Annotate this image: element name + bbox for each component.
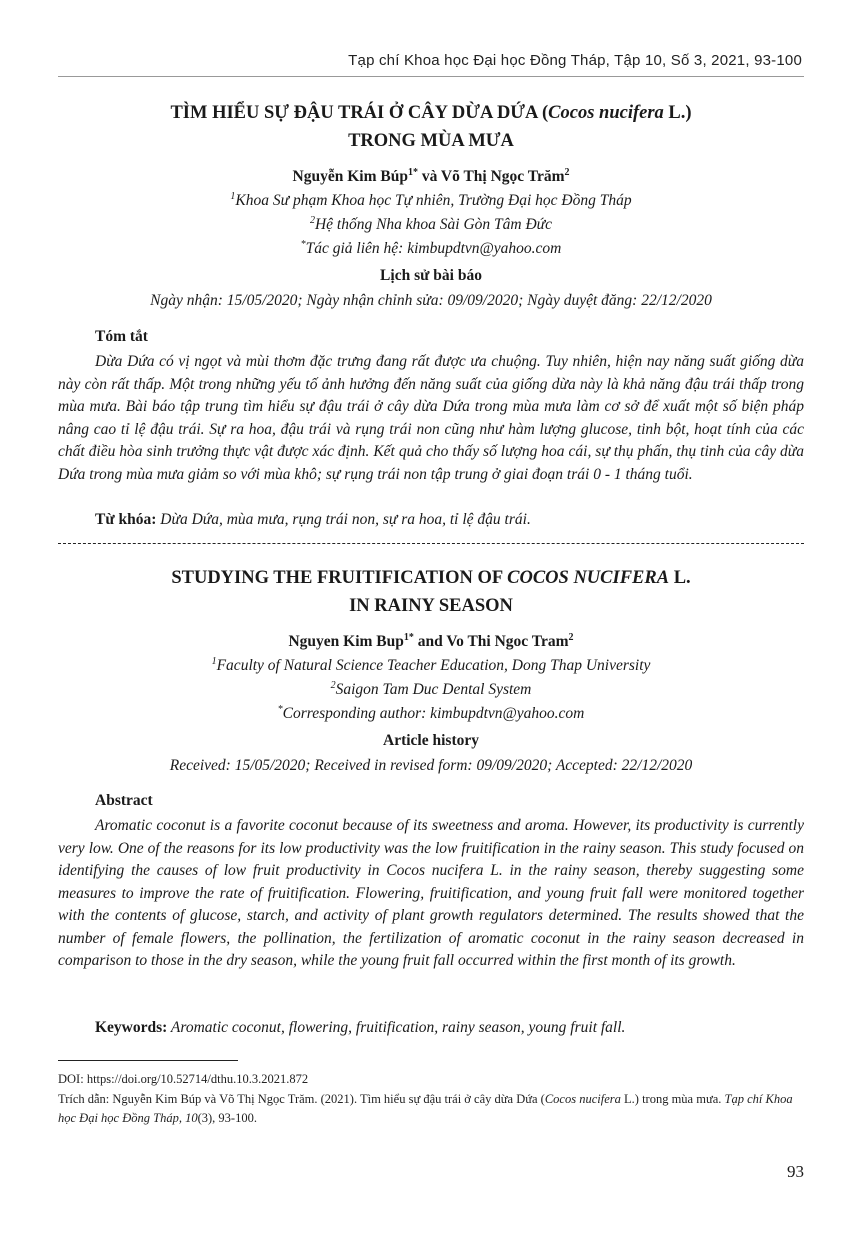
- vi-title-line2: TRONG MÙA MƯA: [348, 131, 514, 151]
- en-authors: Nguyen Kim Bup$^{1*}$ and Vo Thi Ngoc Tram$^2$: [288, 631, 574, 650]
- en-history-dates: Received: 15/05/2020; Received in revised form: 09/09/2020; Accepted: 22/12/2020: [169, 757, 693, 774]
- page-number: 93: [787, 1162, 804, 1181]
- en-abstract-heading: Abstract: [95, 792, 153, 809]
- journal-header: Tạp chí Khoa học Đại học Đồng Tháp, Tập 10, Số 3, 2021, 93-100: [348, 52, 802, 69]
- vi-keywords: Từ khóa: Dừa Dứa, mùa mưa, rụng trái non, sự ra hoa, tỉ lệ đậu trái.: [95, 511, 531, 528]
- vi-abstract-heading: Tóm tắt: [95, 328, 148, 345]
- vi-history-heading: Lịch sử bài báo: [380, 267, 482, 284]
- vi-authors: Nguyễn Kim Búp$^{1*}$ và Võ Thị Ngọc Trăm$^2$: [292, 166, 570, 185]
- footnote-citation: Trích dẫn: Nguyễn Kim Búp và Võ Thị Ngọc Trăm. (2021). Tìm hiểu sự đậu trái ở cây dừa Dứa (Cocos nucifera L.) trong mùa mưa. Tạp chí Khoa học Đại học Đồng Tháp, 10(3), 93-100.: [58, 1092, 793, 1125]
- en-title-line1: STUDYING THE FRUITIFICATION OF COCOS NUCIFERA L.: [171, 568, 691, 588]
- section-divider: [58, 543, 804, 544]
- header-rule: [58, 76, 804, 77]
- en-history-heading: Article history: [383, 732, 479, 749]
- vi-history-dates: Ngày nhận: 15/05/2020; Ngày nhận chỉnh sửa: 09/09/2020; Ngày duyệt đăng: 22/12/2020: [150, 292, 712, 309]
- vi-affiliation-2: $^2$Hệ thống Nha khoa Sài Gòn Tâm Đức: [309, 214, 553, 233]
- footnote-doi: DOI: https://doi.org/10.52714/dthu.10.3.2021.872: [58, 1072, 309, 1086]
- vi-corresponding-author: *Tác giả liên hệ: kimbupdtvn@yahoo.com: [300, 238, 562, 257]
- vi-affiliation-1: $^1$Khoa Sư phạm Khoa học Tự nhiên, Trường Đại học Đồng Tháp: [230, 190, 632, 209]
- en-corresponding-author: *Corresponding author: kimbupdtvn@yahoo.com: [277, 703, 585, 722]
- en-abstract-text: Aromatic coconut is a favorite coconut because of its sweetness and aroma. However, its productivity is currently very low. One of the reasons for its low productivity was the low fruitification in the rainy season. This study focused on identifying the causes of low fruit productivity in Cocos nucifera L. in the rainy season, thereby suggesting some measures to improve the rate of fruitification. Flowering, fruitification, and young fruit fall were monitored together with the contents of glucose, starch, and activity of plant growth regulators determined. The results showed that the number of female flowers, the pollination, the fertilization of aromatic coconut in the rainy season decreased in comparison to those in the dry season, while the young fruit fall occurred within the first month of its growth.: [58, 817, 804, 969]
- footnote-rule: [58, 1060, 238, 1061]
- en-affiliation-2: $^2$Saigon Tam Duc Dental System: [330, 679, 532, 698]
- en-keywords: Keywords: Aromatic coconut, flowering, fruitification, rainy season, young fruit fall.: [95, 1019, 626, 1036]
- en-title-line2: IN RAINY SEASON: [349, 596, 513, 616]
- en-affiliation-1: $^1$Faculty of Natural Science Teacher Education, Dong Thap University: [211, 655, 651, 674]
- vi-abstract-text: Dừa Dứa có vị ngọt và mùi thơm đặc trưng đang rất được ưa chuộng. Tuy nhiên, hiện nay năng suất giống dừa này còn rất thấp. Một trong những yếu tố ảnh hưởng đến năng suất của giống dừa này là khả năng đậu trái thấp trong mùa mưa. Bài báo tập trung tìm hiểu sự đậu trái ở cây dừa Dứa trong mùa mưa làm cơ sở để xuất một số biện pháp nâng cao tỉ lệ đậu trái. Sự ra hoa, đậu trái và rụng trái non cũng như hàm lượng glucose, tinh bột, hoạt tính của các chất điều hòa sinh trưởng thực vật được xác định. Kết quả cho thấy số lượng hoa cái, sự thụ phấn, thụ tinh của cây dừa Dứa trong mùa mưa giảm so với mùa khô; sự rụng trái non tập trung ở giai đoạn trái 0 - 1 tháng tuổi.: [58, 353, 804, 483]
- vi-title-line1: TÌM HIỂU SỰ ĐẬU TRÁI Ở CÂY DỪA DỨA (Cocos nucifera L.): [170, 103, 692, 123]
